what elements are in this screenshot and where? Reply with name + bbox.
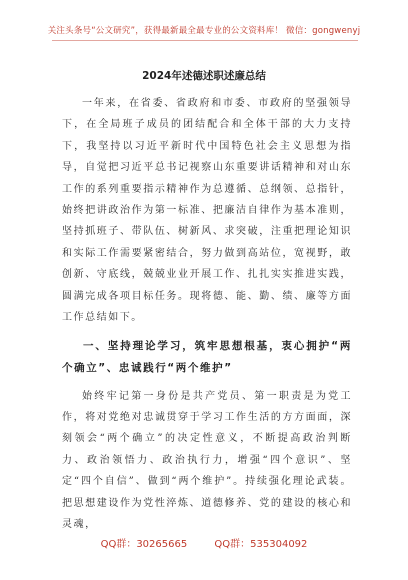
section-paragraph: 始终牢记第一身份是共产党员、第一职责是为党工作，将对党绝对忠诚贯穿于学习工作生活的方方面面，深刻领会“两个确立”的决定性意义，不断提高政治判断力、政治领悟力、政治执行力，增强“四个意识”、坚定“四个自信”、做到“两个维护”。持续强化理论武装。把思想建设作为党性淬炼、道德修养、党的建设的核心和灵魂， [62,390,352,531]
document-title: 2024年述德述职述廉总结 [142,70,266,82]
intro-paragraph: 一年来，在省委、省政府和市委、市政府的坚强领导下，在全局班子成员的团结配合和全体干部的大力支持下，我坚持以习近平新时代中国特色社会主义思想为指导，自觉把习近平总书记视察山东重要讲话精神和对山东工作的系列重要指示精神作为总遵循、总纲领、总指针，始终把讲政治作为第一标准、把廉洁自律作为基本准则，坚持抓班子、带队伍、树新风、求突破，注重把理论知识和实际工作需要紧密结合，努力做到高站位，宽视野，敢创新、守底线，兢兢业业开展工作、扎扎实实推进实践，圆满完成各项目标任务。现将德、能、勤、绩、廉等方面工作总结如下。 [62,98,352,324]
section-heading: 一、坚持理论学习，筑牢思想根基，衷心拥护“两个确立”、忠诚践行“两个维护” [62,340,352,375]
header-divider [52,40,358,41]
qq-group-1: QQ群：30265665 [100,539,188,550]
promo-header-note: 关注头条号“公文研究”，获得最新最全最专业的公文资料库！ 微信：gongwenyj [47,26,361,36]
qq-group-footer [0,535,408,550]
document-body [62,93,352,536]
qq-group-2: QQ群：535304092 [214,539,308,550]
